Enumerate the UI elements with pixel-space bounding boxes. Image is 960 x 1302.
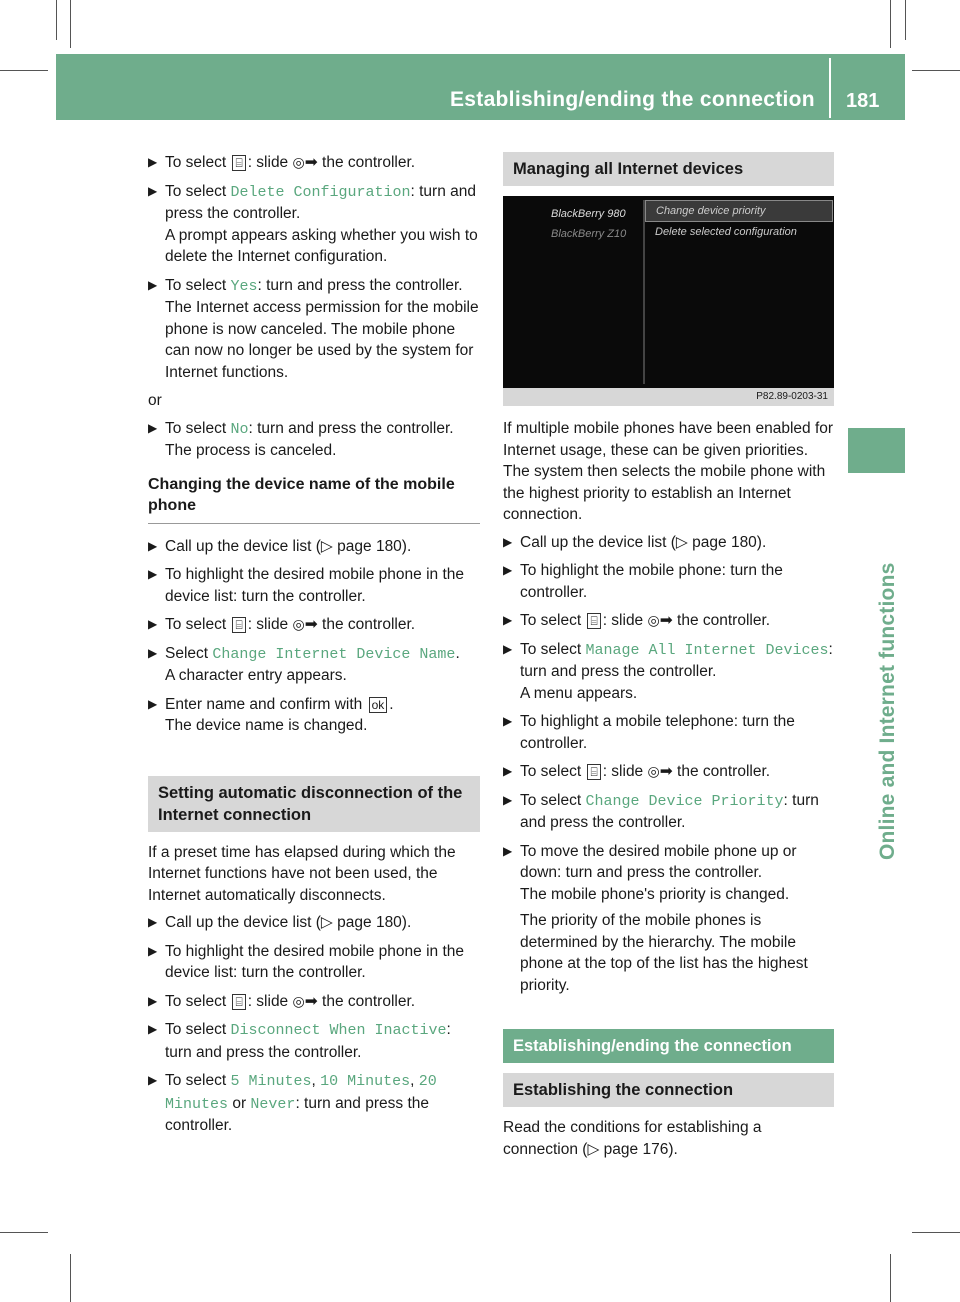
step-arrow-icon: ▶	[148, 567, 158, 581]
priority-note: The priority of the mobile phones is determined by the hierarchy. The mobile phone at the top of the list has the highest priority.	[520, 912, 808, 994]
step-delete-config: ▶ To select Delete Configuration: turn and press the controller. A prompt appears asking whether you wish to delete the Internet configuration.	[148, 182, 478, 265]
crop-mark	[70, 1254, 71, 1302]
crop-mark	[0, 1232, 48, 1233]
step-arrow-icon: ▶	[503, 792, 513, 807]
step-arrow-icon: ▶	[148, 1022, 158, 1036]
screen-device-item: BlackBerry 980	[551, 208, 626, 220]
page-number: 181	[846, 90, 880, 112]
or-text: or	[148, 392, 162, 409]
step-arrow-icon: ▶	[503, 534, 513, 549]
establish-text: Read the conditions for establishing a connection (▷ page 176).	[503, 1119, 762, 1158]
slide-right-icon: ➡	[659, 612, 673, 629]
section-heading-manage: Managing all Internet devices	[503, 152, 834, 186]
slide-right-icon: ➡	[659, 763, 673, 780]
step-call-device-list: ▶ Call up the device list (▷ page 180).	[503, 532, 834, 554]
section-tab	[848, 428, 905, 473]
controller-dial-icon: ◎	[292, 154, 305, 170]
step-highlight-telephone: ▶ To highlight a mobile telephone: turn the controller.	[503, 713, 795, 752]
step-call-device-list: ▶ Call up the device list (▷ page 180).	[148, 536, 480, 558]
controller-dial-icon: ◎	[647, 763, 660, 779]
step-select-menu: ▶ To select ⌸ : slide ◎➡ the controller.	[148, 152, 480, 174]
crop-mark	[56, 0, 57, 40]
right-column	[503, 152, 834, 1166]
header-separator	[829, 58, 831, 118]
step-move-phone: ▶ To move the desired mobile phone up or down: turn and press the controller. The mobile phone's priority is changed. The priority of the mobile phones is determined by the hierarchy. The mobile phone at the top of the list has the highest priority.	[503, 841, 834, 997]
crop-mark	[0, 70, 48, 71]
step-manage-devices: ▶ To select Manage All Internet Devices: turn and press the controller. A menu appears.	[503, 640, 833, 702]
device-screen-image	[503, 196, 834, 406]
image-caption: P82.89-0203-31	[503, 388, 834, 406]
step-enter-name: ▶ Enter name and confirm with ok . The device name is changed.	[148, 695, 394, 734]
section-heading-rename: Changing the device name of the mobile phone	[148, 474, 480, 524]
option-never: Never	[250, 1095, 296, 1113]
step-arrow-icon: ▶	[503, 714, 513, 728]
step-arrow-icon: ▶	[503, 843, 513, 858]
screen-option-change-priority: Change device priority	[645, 200, 833, 222]
step-select-menu: ▶ To select ⌸ : slide ◎➡ the controller.	[148, 614, 480, 636]
option-20-minutes: 20 Minutes	[165, 1073, 437, 1113]
step-arrow-icon: ▶	[503, 563, 513, 577]
crop-mark	[912, 1232, 960, 1233]
option-no: No	[230, 420, 249, 438]
step-highlight-phone: ▶ To highlight the desired mobile phone in the device list: turn the controller.	[148, 942, 465, 981]
menu-icon: ⌸	[232, 994, 245, 1010]
auto-intro-text: If a preset time has elapsed during which the Internet functions have not been used, the Internet automatically disconnects.	[148, 843, 456, 904]
controller-dial-icon: ◎	[292, 992, 305, 1009]
menu-item-change-device-priority: Change Device Priority	[585, 792, 784, 810]
step-arrow-icon: ▶	[148, 277, 158, 292]
step-arrow-icon: ▶	[148, 645, 158, 660]
crop-mark	[912, 70, 960, 71]
controller-dial-icon: ◎	[647, 612, 660, 628]
menu-icon: ⌸	[587, 613, 600, 629]
step-highlight-phone: ▶ To highlight the mobile phone: turn the controller.	[503, 562, 783, 601]
manage-intro-text: If multiple mobile phones have been enabled for Internet usage, these can be given priorities. The system then selects the mobile phone with the highest priority to establish an Internet connection.	[503, 420, 834, 523]
step-arrow-icon: ▶	[148, 696, 158, 711]
step-change-priority: ▶ To select Change Device Priority: turn and press the controller.	[503, 791, 819, 831]
step-arrow-icon: ▶	[148, 538, 158, 553]
screen-option-delete-config: Delete selected configuration	[655, 226, 797, 238]
screen-options-menu	[643, 200, 833, 384]
step-arrow-icon: ▶	[148, 993, 158, 1008]
step-arrow-icon: ▶	[148, 155, 158, 169]
page-header-title: Establishing/ending the connection	[450, 88, 815, 111]
step-arrow-icon: ▶	[503, 764, 513, 778]
screen-device-list	[511, 204, 641, 384]
step-call-device-list: ▶ Call up the device list (▷ page 180).	[148, 912, 480, 934]
section-heading-establishing: Establishing/ending the connection	[503, 1029, 834, 1063]
step-disconnect-inactive: ▶ To select Disconnect When Inactive: turn and press the controller.	[148, 1021, 451, 1061]
step-arrow-icon: ▶	[148, 183, 158, 198]
step-select-menu: ▶ To select ⌸ : slide ◎➡ the controller.	[148, 991, 480, 1013]
step-yes: ▶ To select Yes: turn and press the controller. The Internet access permission for the mobile phone is now canceled. The mobile phone can now no longer be used by the system for Internet functions.	[148, 276, 479, 381]
step-select-menu: ▶ To select ⌸ : slide ◎➡ the controller.	[503, 761, 834, 783]
step-arrow-icon: ▶	[148, 943, 158, 958]
section-heading-auto-disconnect: Setting automatic disconnection of the Internet connection	[148, 776, 480, 832]
menu-icon: ⌸	[587, 764, 600, 780]
subsection-heading-establishing: Establishing the connection	[503, 1073, 834, 1107]
crop-mark	[905, 0, 906, 40]
crop-mark	[890, 1254, 891, 1302]
step-arrow-icon: ▶	[503, 641, 513, 656]
step-select-timeout: ▶ To select 5 Minutes, 10 Minutes, 20 Minutes or Never: turn and press the controller.	[148, 1072, 437, 1134]
left-column	[148, 152, 480, 1144]
step-arrow-icon: ▶	[148, 617, 158, 631]
section-side-label: Online and Internet functions	[876, 562, 899, 860]
crop-mark	[890, 0, 891, 48]
step-select-menu: ▶ To select ⌸ : slide ◎➡ the controller.	[503, 610, 834, 632]
step-change-name: ▶ Select Change Internet Device Name. A character entry appears.	[148, 644, 460, 684]
step-arrow-icon: ▶	[148, 420, 158, 435]
step-arrow-icon: ▶	[503, 613, 513, 627]
slide-right-icon: ➡	[304, 154, 318, 171]
menu-item-disconnect-when-inactive: Disconnect When Inactive	[230, 1022, 447, 1039]
menu-icon: ⌸	[232, 155, 245, 171]
option-5-minutes: 5 Minutes	[230, 1073, 312, 1090]
step-arrow-icon: ▶	[148, 915, 158, 929]
option-yes: Yes	[230, 277, 258, 295]
crop-mark	[70, 0, 71, 48]
slide-right-icon: ➡	[304, 616, 318, 633]
option-10-minutes: 10 Minutes	[320, 1073, 411, 1090]
menu-icon: ⌸	[232, 617, 245, 633]
step-arrow-icon: ▶	[148, 1073, 158, 1087]
menu-item-delete-configuration: Delete Configuration	[230, 183, 411, 201]
ok-icon: ok	[369, 697, 388, 713]
menu-item-manage-all-internet-devices: Manage All Internet Devices	[585, 641, 829, 659]
menu-item-change-internet-device-name: Change Internet Device Name	[212, 645, 456, 663]
controller-dial-icon: ◎	[292, 616, 305, 632]
step-highlight-phone: ▶ To highlight the desired mobile phone in the device list: turn the controller.	[148, 566, 465, 605]
step-no: ▶ To select No: turn and press the controller. The process is canceled.	[148, 419, 454, 459]
screen-device-item: BlackBerry Z10	[551, 228, 627, 240]
slide-right-icon: ➡	[304, 992, 318, 1010]
